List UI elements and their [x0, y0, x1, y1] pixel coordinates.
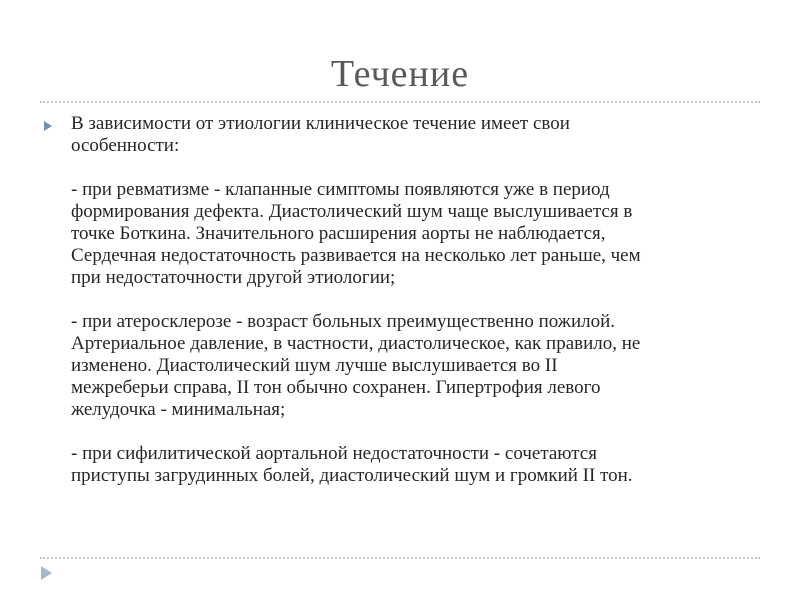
top-divider [40, 101, 760, 103]
text-line: желудочка - минимальная; [71, 399, 286, 420]
bottom-divider [40, 557, 760, 559]
bullet-text [71, 113, 761, 487]
paragraph-atherosclerosis [71, 311, 761, 421]
text-line: - при атеросклерозе - возраст больных преимущественно пожилой. [71, 311, 616, 332]
text-line: межреберьи справа, II тон обычно сохранен. Гипертрофия левого [71, 377, 601, 398]
paragraph-intro [71, 113, 761, 157]
text-line: - при сифилитической аортальной недостаточности - сочетаются [71, 443, 597, 464]
text-line: точке Боткина. Значительного расширения аорты не наблюдается, [71, 223, 606, 244]
next-slide-arrow-icon[interactable] [41, 566, 52, 580]
paragraph-rheumatism [71, 179, 761, 289]
paragraph-syphilis [71, 443, 761, 487]
text-line: Сердечная недостаточность развивается на несколько лет раньше, чем [71, 245, 641, 266]
text-line: особенности: [71, 135, 180, 156]
bullet-triangle-icon [44, 121, 52, 131]
text-line: В зависимости от этиологии клиническое течение имеет свои [71, 113, 570, 134]
text-line: изменено. Диастолический шум лучше выслушивается во II [71, 355, 558, 376]
text-line: - при ревматизме - клапанные симптомы появляются уже в период [71, 179, 610, 200]
text-line: формирования дефекта. Диастолический шум чаще выслушивается в [71, 201, 633, 222]
text-line: при недостаточности другой этиологии; [71, 267, 396, 288]
slide-title: Течение [330, 53, 470, 95]
text-line: Артериальное давление, в частности, диастолическое, как правило, не [71, 333, 641, 354]
text-line: приступы загрудинных болей, диастолический шум и громкий II тон. [71, 465, 633, 486]
